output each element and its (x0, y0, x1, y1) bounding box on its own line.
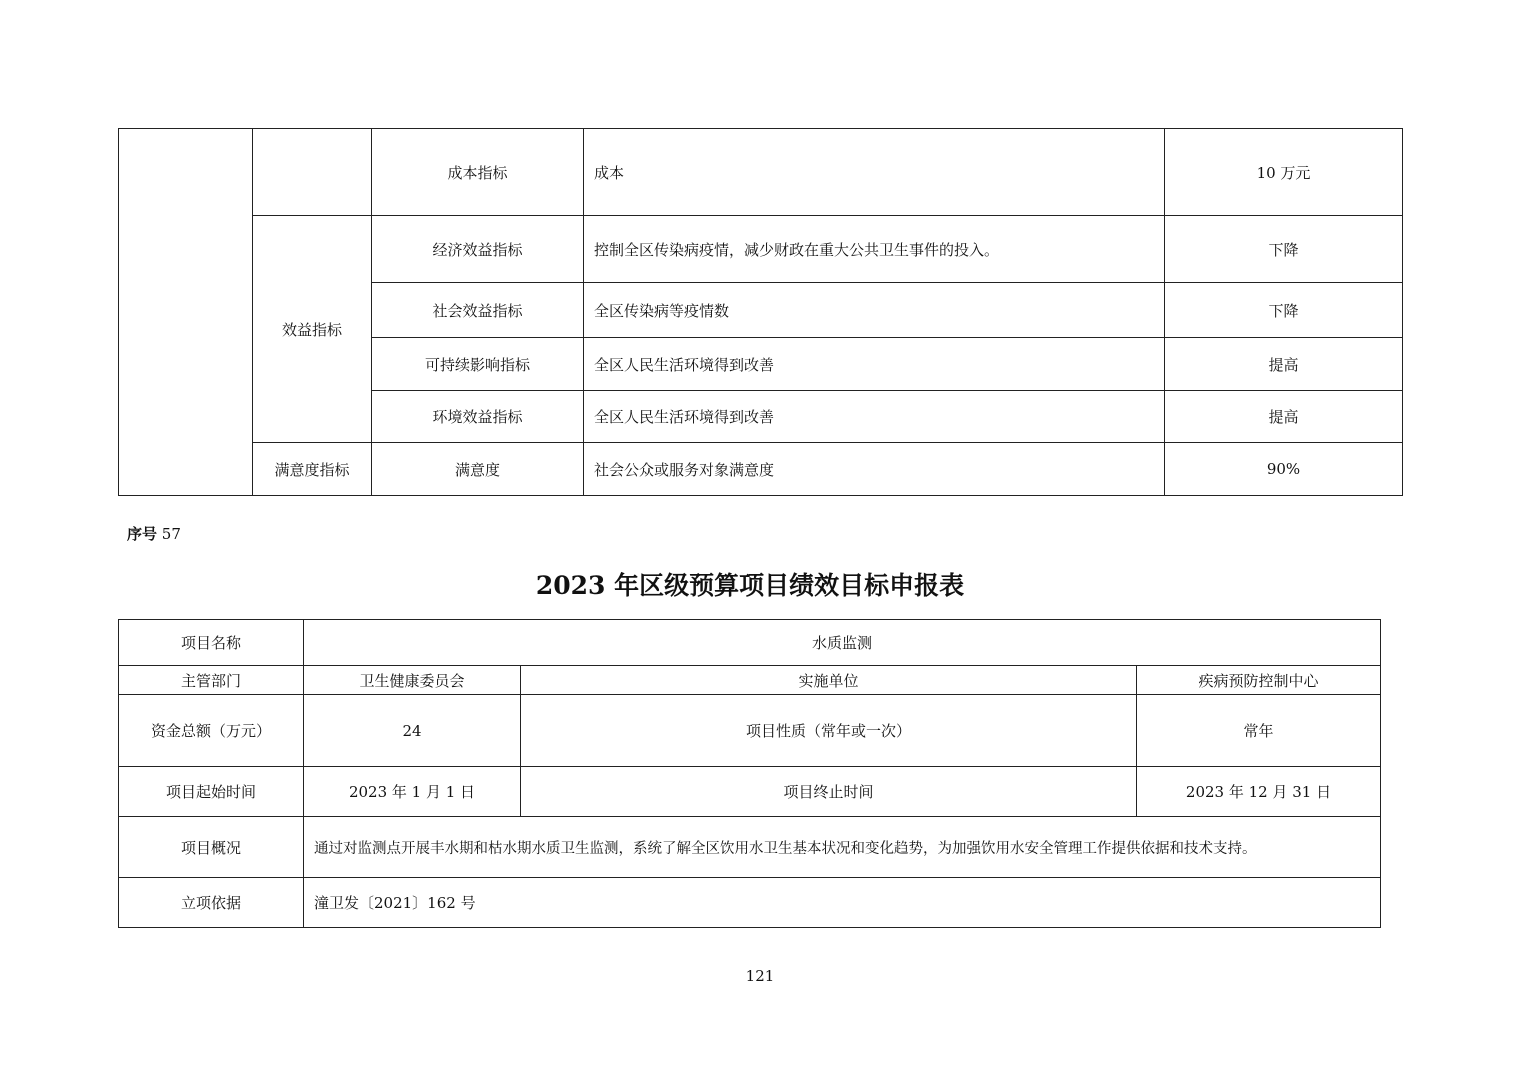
table-row (119, 620, 1381, 666)
overview-value: 通过对监测点开展丰水期和枯水期水质卫生监测，系统了解全区饮用水卫生基本状况和变化趋势，为加强饮用水安全管理工作提供依据和技术支持。 (304, 817, 1381, 878)
basis-label: 立项依据 (119, 878, 304, 928)
indicator-value: 提高 (1165, 391, 1403, 443)
level1-cell (119, 129, 253, 496)
table-row (119, 216, 1403, 283)
level3-cell: 社会效益指标 (372, 283, 584, 338)
level2-cell (253, 129, 372, 216)
serial-label: 序号 (127, 525, 158, 543)
serial-value: 57 (161, 525, 181, 543)
end-date-value: 2023 年 12 月 31 日 (1137, 767, 1381, 817)
table-row (119, 695, 1381, 767)
indicator-desc: 全区人民生活环境得到改善 (584, 391, 1165, 443)
end-date-label: 项目终止时间 (521, 767, 1137, 817)
table-row (119, 878, 1381, 928)
page-number: 121 (745, 967, 775, 985)
unit-label: 实施单位 (521, 666, 1137, 695)
indicator-value: 提高 (1165, 338, 1403, 391)
table-row (119, 443, 1403, 496)
table-row (119, 666, 1381, 695)
level3-cell: 可持续影响指标 (372, 338, 584, 391)
start-date-value: 2023 年 1 月 1 日 (304, 767, 521, 817)
level3-cell: 环境效益指标 (372, 391, 584, 443)
indicator-value: 10 万元 (1165, 129, 1403, 216)
indicator-table-continued (118, 128, 1403, 496)
dept-label: 主管部门 (119, 666, 304, 695)
page-title: 2023 年区级预算项目绩效目标申报表 (535, 571, 965, 600)
funds-value: 24 (304, 695, 521, 767)
funds-label: 资金总额（万元） (119, 695, 304, 767)
level3-cell: 成本指标 (372, 129, 584, 216)
serial-number (127, 523, 181, 544)
indicator-desc: 社会公众或服务对象满意度 (584, 443, 1165, 496)
indicator-desc: 全区人民生活环境得到改善 (584, 338, 1165, 391)
unit-value: 疾病预防控制中心 (1137, 666, 1381, 695)
table-row (119, 767, 1381, 817)
indicator-value: 下降 (1165, 216, 1403, 283)
overview-label: 项目概况 (119, 817, 304, 878)
nature-label: 项目性质（常年或一次） (521, 695, 1137, 767)
basis-value: 潼卫发〔2021〕162 号 (304, 878, 1381, 928)
project-form-table (118, 619, 1381, 928)
level3-cell: 满意度 (372, 443, 584, 496)
level2-cell: 满意度指标 (253, 443, 372, 496)
indicator-desc: 成本 (584, 129, 1165, 216)
indicator-desc: 全区传染病等疫情数 (584, 283, 1165, 338)
level2-cell: 效益指标 (253, 216, 372, 443)
indicator-value: 下降 (1165, 283, 1403, 338)
table-row (119, 129, 1403, 216)
nature-value: 常年 (1137, 695, 1381, 767)
start-date-label: 项目起始时间 (119, 767, 304, 817)
indicator-desc: 控制全区传染病疫情，减少财政在重大公共卫生事件的投入。 (584, 216, 1165, 283)
table-row (119, 817, 1381, 878)
project-name-value: 水质监测 (304, 620, 1381, 666)
indicator-value: 90% (1165, 443, 1403, 496)
level3-cell: 经济效益指标 (372, 216, 584, 283)
project-name-label: 项目名称 (119, 620, 304, 666)
dept-value: 卫生健康委员会 (304, 666, 521, 695)
